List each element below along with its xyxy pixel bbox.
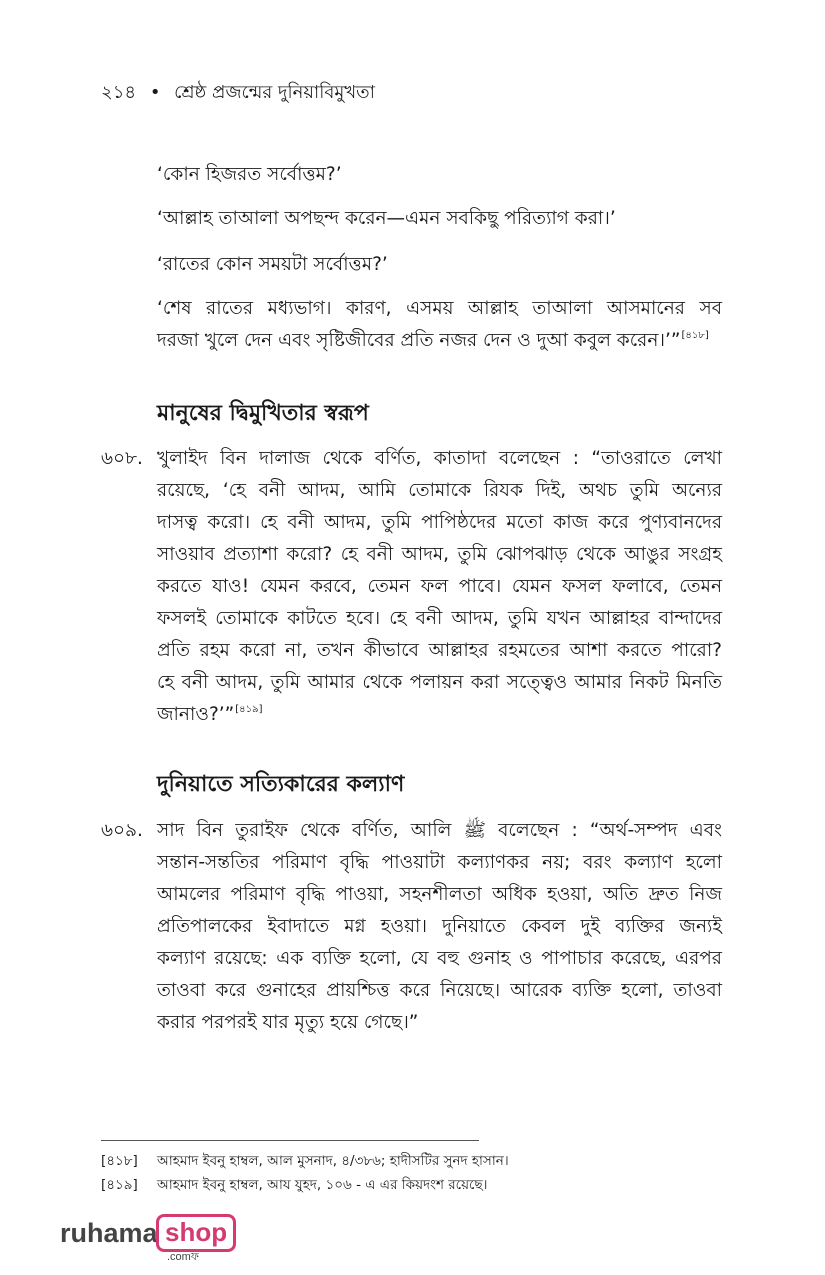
body-last-line: করার পরপরই যার মৃত্যু হয়ে গেছে।” (157, 1012, 419, 1033)
body-line: সন্তান-সন্ততির পরিমাণ বৃদ্ধি পাওয়াটা কল্যাণকর নয়; বরং কল্যাণ হলো (157, 852, 722, 873)
running-header (101, 78, 375, 109)
logo-word-shop: shop (156, 1214, 236, 1252)
logo-domain: .comফ (167, 1251, 199, 1263)
paragraph-text: দরজা খুলে দেন এবং সৃষ্টিজীবের প্রতি নজর দেন ও দুআ কবুল করেন।’” (157, 330, 681, 351)
header-bullet: • (149, 82, 161, 103)
body-line: আমলের পরিমাণ বৃদ্ধি পাওয়া, সহনশীলতা অধিক হওয়া, অতি দ্রুত নিজ (157, 884, 722, 905)
footnote (101, 1174, 487, 1197)
body-text: জানাও?’” (157, 704, 235, 725)
body-line: করতে যাও! যেমন করবে, তেমন ফল পাবে। যেমন ফসল ফলাবে, তেমন (157, 576, 722, 597)
body-line: খুলাইদ বিন দালাজ থেকে বর্ণিত, কাতাদা বলেছেন : “তাওরাতে লেখা (157, 448, 722, 469)
body-line: প্রতি রহম করো না, তখন কীভাবে আল্লাহর রহমতের আশা করতে পারো? (157, 640, 722, 661)
dialogue-paragraph-last-line (157, 326, 709, 357)
footnote (101, 1150, 509, 1173)
hadith-number: ৬০৯. (101, 820, 143, 841)
body-line: কল্যাণ রয়েছে: এক ব্যক্তি হলো, যে বহু গুনাহ ও পাপাচার করেছে, এরপর (157, 948, 722, 969)
body-line: দাসত্ব করো। হে বনী আদম, তুমি পাপিষ্ঠদের মতো কাজ করে পুণ্যবানদের (157, 512, 722, 533)
book-title: শ্রেষ্ঠ প্রজন্মের দুনিয়াবিমুখতা (174, 82, 375, 103)
dialogue-line: ‘আল্লাহ তাআলা অপছন্দ করেন—এমন সবকিছু পরিত্যাগ করা।’ (157, 208, 616, 229)
dialogue-line: ‘রাতের কোন সময়টা সর্বোত্তম?’ (157, 254, 388, 275)
body-last-line (157, 700, 263, 731)
body-line: সাদ বিন তুরাইফ থেকে বর্ণিত, আলি ﷺ বলেছেন : “অর্থ-সম্পদ এবং (157, 820, 722, 841)
dialogue-paragraph-line: ‘শেষ রাতের মধ্যভাগ। কারণ, এসময় আল্লাহ তাআলা আসমানের সব (157, 298, 722, 319)
hadith-number: ৬০৮. (101, 448, 143, 469)
footnote-number: [৪১৯] (101, 1177, 138, 1193)
footnote-divider (101, 1140, 479, 1141)
body-line: সাওয়াব প্রত্যাশা করো? হে বনী আদম, তুমি ঝোপঝাড় থেকে আঙুর সংগ্রহ (157, 544, 722, 565)
section-heading: মানুষের দ্বিমুখিতার স্বরূপ (157, 401, 369, 426)
body-line: প্রতিপালকের ইবাদাতে মগ্ন হওয়া। দুনিয়াতে কেবল দুই ব্যক্তির জন্যই (157, 916, 722, 937)
dialogue-line: ‘কোন হিজরত সর্বোত্তম?’ (157, 164, 342, 185)
section-heading: দুনিয়াতে সত্যিকারের কল্যাণ (157, 772, 405, 797)
footnote-ref: [৪১৮] (681, 330, 709, 341)
footnote-text: আহমাদ ইবনু হাম্বল, আল মুসনাদ, ৪/৩৮৬; হাদীসটির সুনদ হাসান। (157, 1153, 509, 1169)
body-line: রয়েছে, ‘হে বনী আদম, আমি তোমাকে রিযক দিই, অথচ তুমি অন্যের (157, 480, 722, 501)
body-line: তাওবা করে গুনাহের প্রায়শ্চিত্ত করে নিয়েছে। আরেক ব্যক্তি হলো, তাওবা (157, 980, 722, 1001)
body-line: ফসলই তোমাকে কাটতে হবে। হে বনী আদম, তুমি যখন আল্লাহর বান্দাদের (157, 608, 722, 629)
footnote-number: [৪১৮] (101, 1153, 138, 1169)
body-line: হে বনী আদম, তুমি আমার থেকে পলায়ন করা সত্ত্বেও আমার নিকট মিনতি (157, 672, 722, 693)
page-number: ২১৪ (101, 82, 137, 103)
footnote-ref: [৪১৯] (235, 704, 263, 715)
logo-word-ruhama: ruhama (60, 1218, 158, 1248)
ruhama-shop-logo (60, 1212, 230, 1264)
footnote-text: আহমাদ ইবনু হাম্বল, আয যুহদ, ১০৬ - এ এর কিয়দংশ রয়েছে। (157, 1177, 488, 1193)
